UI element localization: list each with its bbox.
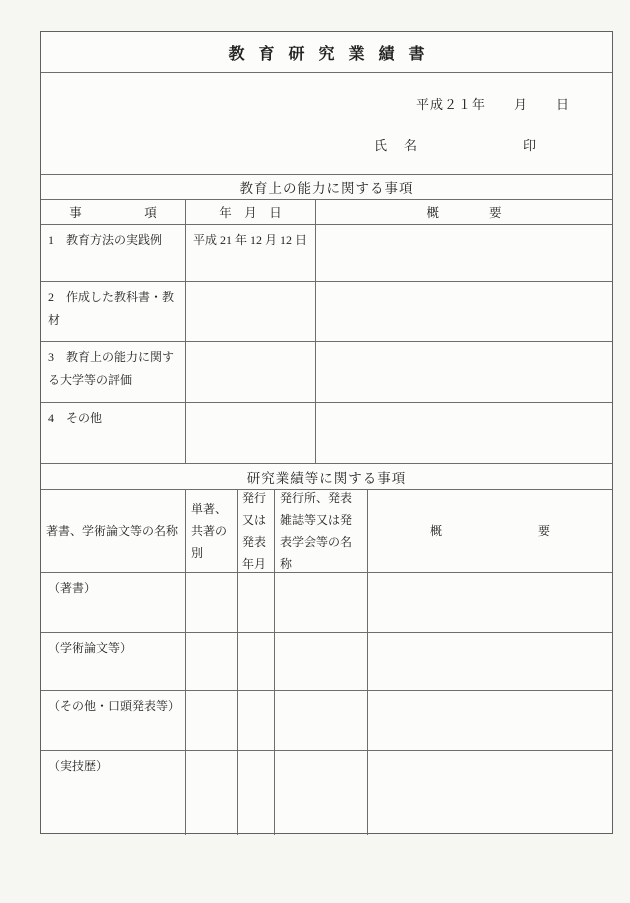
column-header-authorship: 単著、共著の別: [186, 490, 238, 572]
section2-heading: 研究業績等に関する事項: [246, 470, 407, 486]
cell-item: 2 作成した教科書・教材: [41, 282, 186, 341]
cell-publisher: [275, 633, 368, 690]
cell-publisher: [275, 573, 368, 632]
cell-item: 1 教育方法の実践例: [41, 225, 186, 281]
cell-summary: [368, 573, 612, 632]
table-row: [41, 225, 612, 282]
cell-summary: [368, 751, 612, 835]
cell-work-name: （著書）: [41, 573, 186, 632]
section2-heading-row: [41, 464, 612, 490]
cell-summary: [368, 633, 612, 690]
cell-authorship: [186, 751, 238, 835]
form-sheet: [40, 31, 613, 834]
cell-work-name: （その他・口頭発表等）: [41, 691, 186, 750]
title-row: [41, 32, 612, 73]
cell-work-name: （学術論文等）: [41, 633, 186, 690]
seal-label: 印: [523, 138, 537, 153]
cell-publication-date: [238, 573, 275, 632]
cell-work-name: （実技歴）: [41, 751, 186, 835]
name-label: 氏 名: [374, 138, 420, 153]
cell-publisher: [275, 751, 368, 835]
column-header-item: 事 項: [41, 200, 186, 224]
table-row: [41, 751, 612, 835]
cell-date: [186, 403, 316, 463]
cell-summary: [316, 225, 612, 281]
table-row: [41, 403, 612, 464]
section1-heading: 教育上の能力に関する事項: [239, 181, 414, 196]
cell-publication-date: [238, 751, 275, 835]
cell-summary: [368, 691, 612, 750]
cell-item: 3 教育上の能力に関する大学等の評価: [41, 342, 186, 402]
column-header-summary: 概 要: [429, 523, 550, 538]
table-row: [41, 282, 612, 342]
cell-date: 平成 21 年 12 月 12 日: [186, 225, 316, 281]
cell-authorship: [186, 691, 238, 750]
column-header-work-name: 著書、学術論文等の名称: [41, 490, 186, 572]
page-title: 教育研究業績書: [228, 45, 439, 63]
cell-summary: [316, 342, 612, 402]
cell-authorship: [186, 573, 238, 632]
table-row: [41, 342, 612, 403]
cell-date: [186, 282, 316, 341]
section1-table-header: [41, 200, 612, 225]
cell-summary: [316, 403, 612, 463]
cell-authorship: [186, 633, 238, 690]
table-row: [41, 691, 612, 751]
column-header-summary: 概 要: [426, 206, 502, 220]
cell-date: [186, 342, 316, 402]
table-row: [41, 573, 612, 633]
column-header-date: 年 月 日: [186, 200, 316, 224]
column-header-publication-date: 発行又は発表年月: [238, 490, 275, 572]
column-header-publisher: 発行所、発表雑誌等又は発表学会等の名称: [275, 490, 368, 572]
date-line: 平成２１年 月 日: [415, 97, 570, 112]
section2-table-header: [41, 490, 612, 573]
table-row: [41, 633, 612, 691]
cell-item: 4 その他: [41, 403, 186, 463]
cell-publisher: [275, 691, 368, 750]
cell-summary: [316, 282, 612, 341]
section1-heading-row: [41, 175, 612, 200]
date-name-row: [41, 73, 612, 175]
cell-publication-date: [238, 691, 275, 750]
cell-publication-date: [238, 633, 275, 690]
